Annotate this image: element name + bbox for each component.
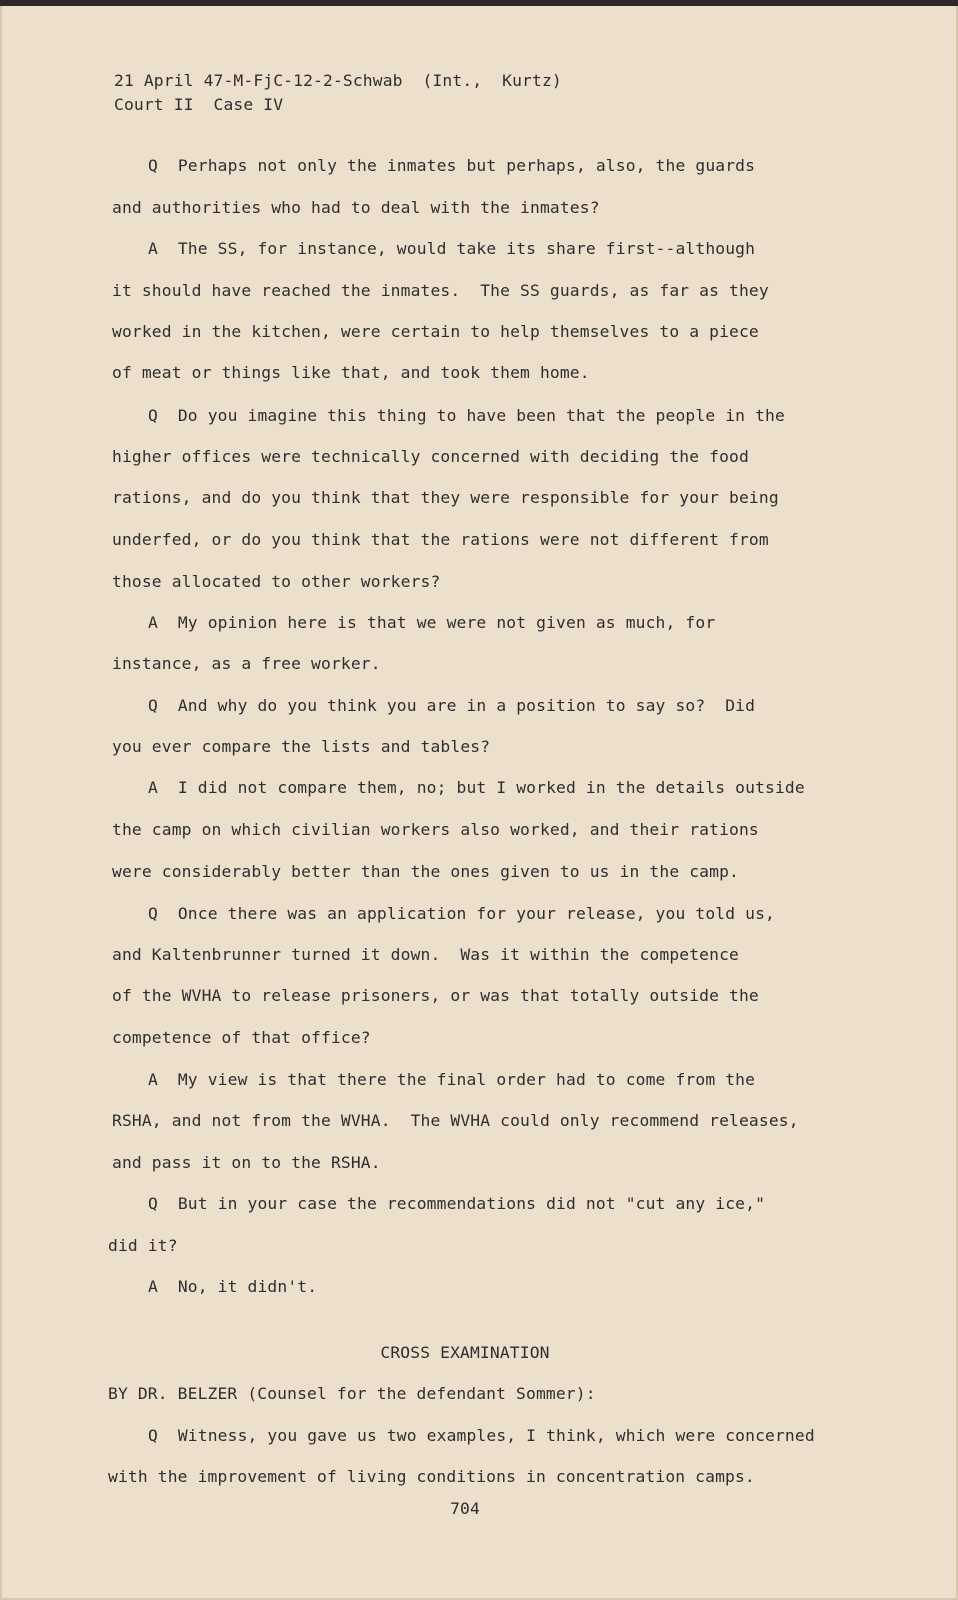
body-line: worked in the kitchen, were certain to help themselves to a piece — [112, 322, 759, 341]
body-line: of the WVHA to release prisoners, or was that totally outside the — [112, 986, 759, 1005]
body-line: the camp on which civilian workers also worked, and their rations — [112, 820, 759, 839]
body-line: and pass it on to the RSHA. — [112, 1153, 381, 1172]
body-line: A No, it didn't. — [148, 1277, 318, 1296]
page-number: 704 — [450, 1499, 480, 1518]
body-line: and authorities who had to deal with the inmates? — [112, 198, 600, 217]
examiner-line: BY DR. BELZER (Counsel for the defendant Sommer): — [108, 1384, 596, 1403]
body-line: Q And why do you think you are in a position to say so? Did — [148, 696, 756, 715]
body-line: Q Perhaps not only the inmates but perhaps, also, the guards — [148, 156, 756, 175]
body-line: instance, as a free worker. — [112, 654, 381, 673]
body-line: Q Do you imagine this thing to have been that the people in the — [148, 406, 785, 425]
body-line: did it? — [108, 1236, 178, 1255]
body-line: Q Witness, you gave us two examples, I think, which were concerned — [148, 1426, 815, 1445]
body-line: with the improvement of living conditions in concentration camps. — [108, 1467, 755, 1486]
body-line: A My view is that there the final order had to come from the — [148, 1070, 756, 1089]
body-line: rations, and do you think that they were responsible for your being — [112, 488, 779, 507]
body-line: A My opinion here is that we were not given as much, for — [148, 613, 716, 632]
body-line: were considerably better than the ones given to us in the camp. — [112, 862, 739, 881]
body-line: competence of that office? — [112, 1028, 371, 1047]
body-line: A The SS, for instance, would take its share first--although — [148, 239, 756, 258]
body-line: those allocated to other workers? — [112, 572, 441, 591]
body-line: A I did not compare them, no; but I worked in the details outside — [148, 778, 805, 797]
body-line: Q Once there was an application for your release, you told us, — [148, 904, 775, 923]
body-line: higher offices were technically concerned with deciding the food — [112, 447, 749, 466]
body-line: of meat or things like that, and took them home. — [112, 363, 590, 382]
body-line: it should have reached the inmates. The SS guards, as far as they — [112, 281, 769, 300]
body-line: Q But in your case the recommendations did not "cut any ice," — [148, 1194, 766, 1213]
body-line: RSHA, and not from the WVHA. The WVHA could only recommend releases, — [112, 1111, 799, 1130]
body-line: and Kaltenbrunner turned it down. Was it within the competence — [112, 945, 739, 964]
body-line: underfed, or do you think that the rations were not different from — [112, 530, 769, 549]
section-heading: CROSS EXAMINATION — [380, 1343, 550, 1362]
body-line: you ever compare the lists and tables? — [112, 737, 491, 756]
header-line-1: 21 April 47-M-FjC-12-2-Schwab (Int., Kurtz) — [114, 71, 562, 90]
header-line-2: Court II Case IV — [114, 95, 284, 114]
